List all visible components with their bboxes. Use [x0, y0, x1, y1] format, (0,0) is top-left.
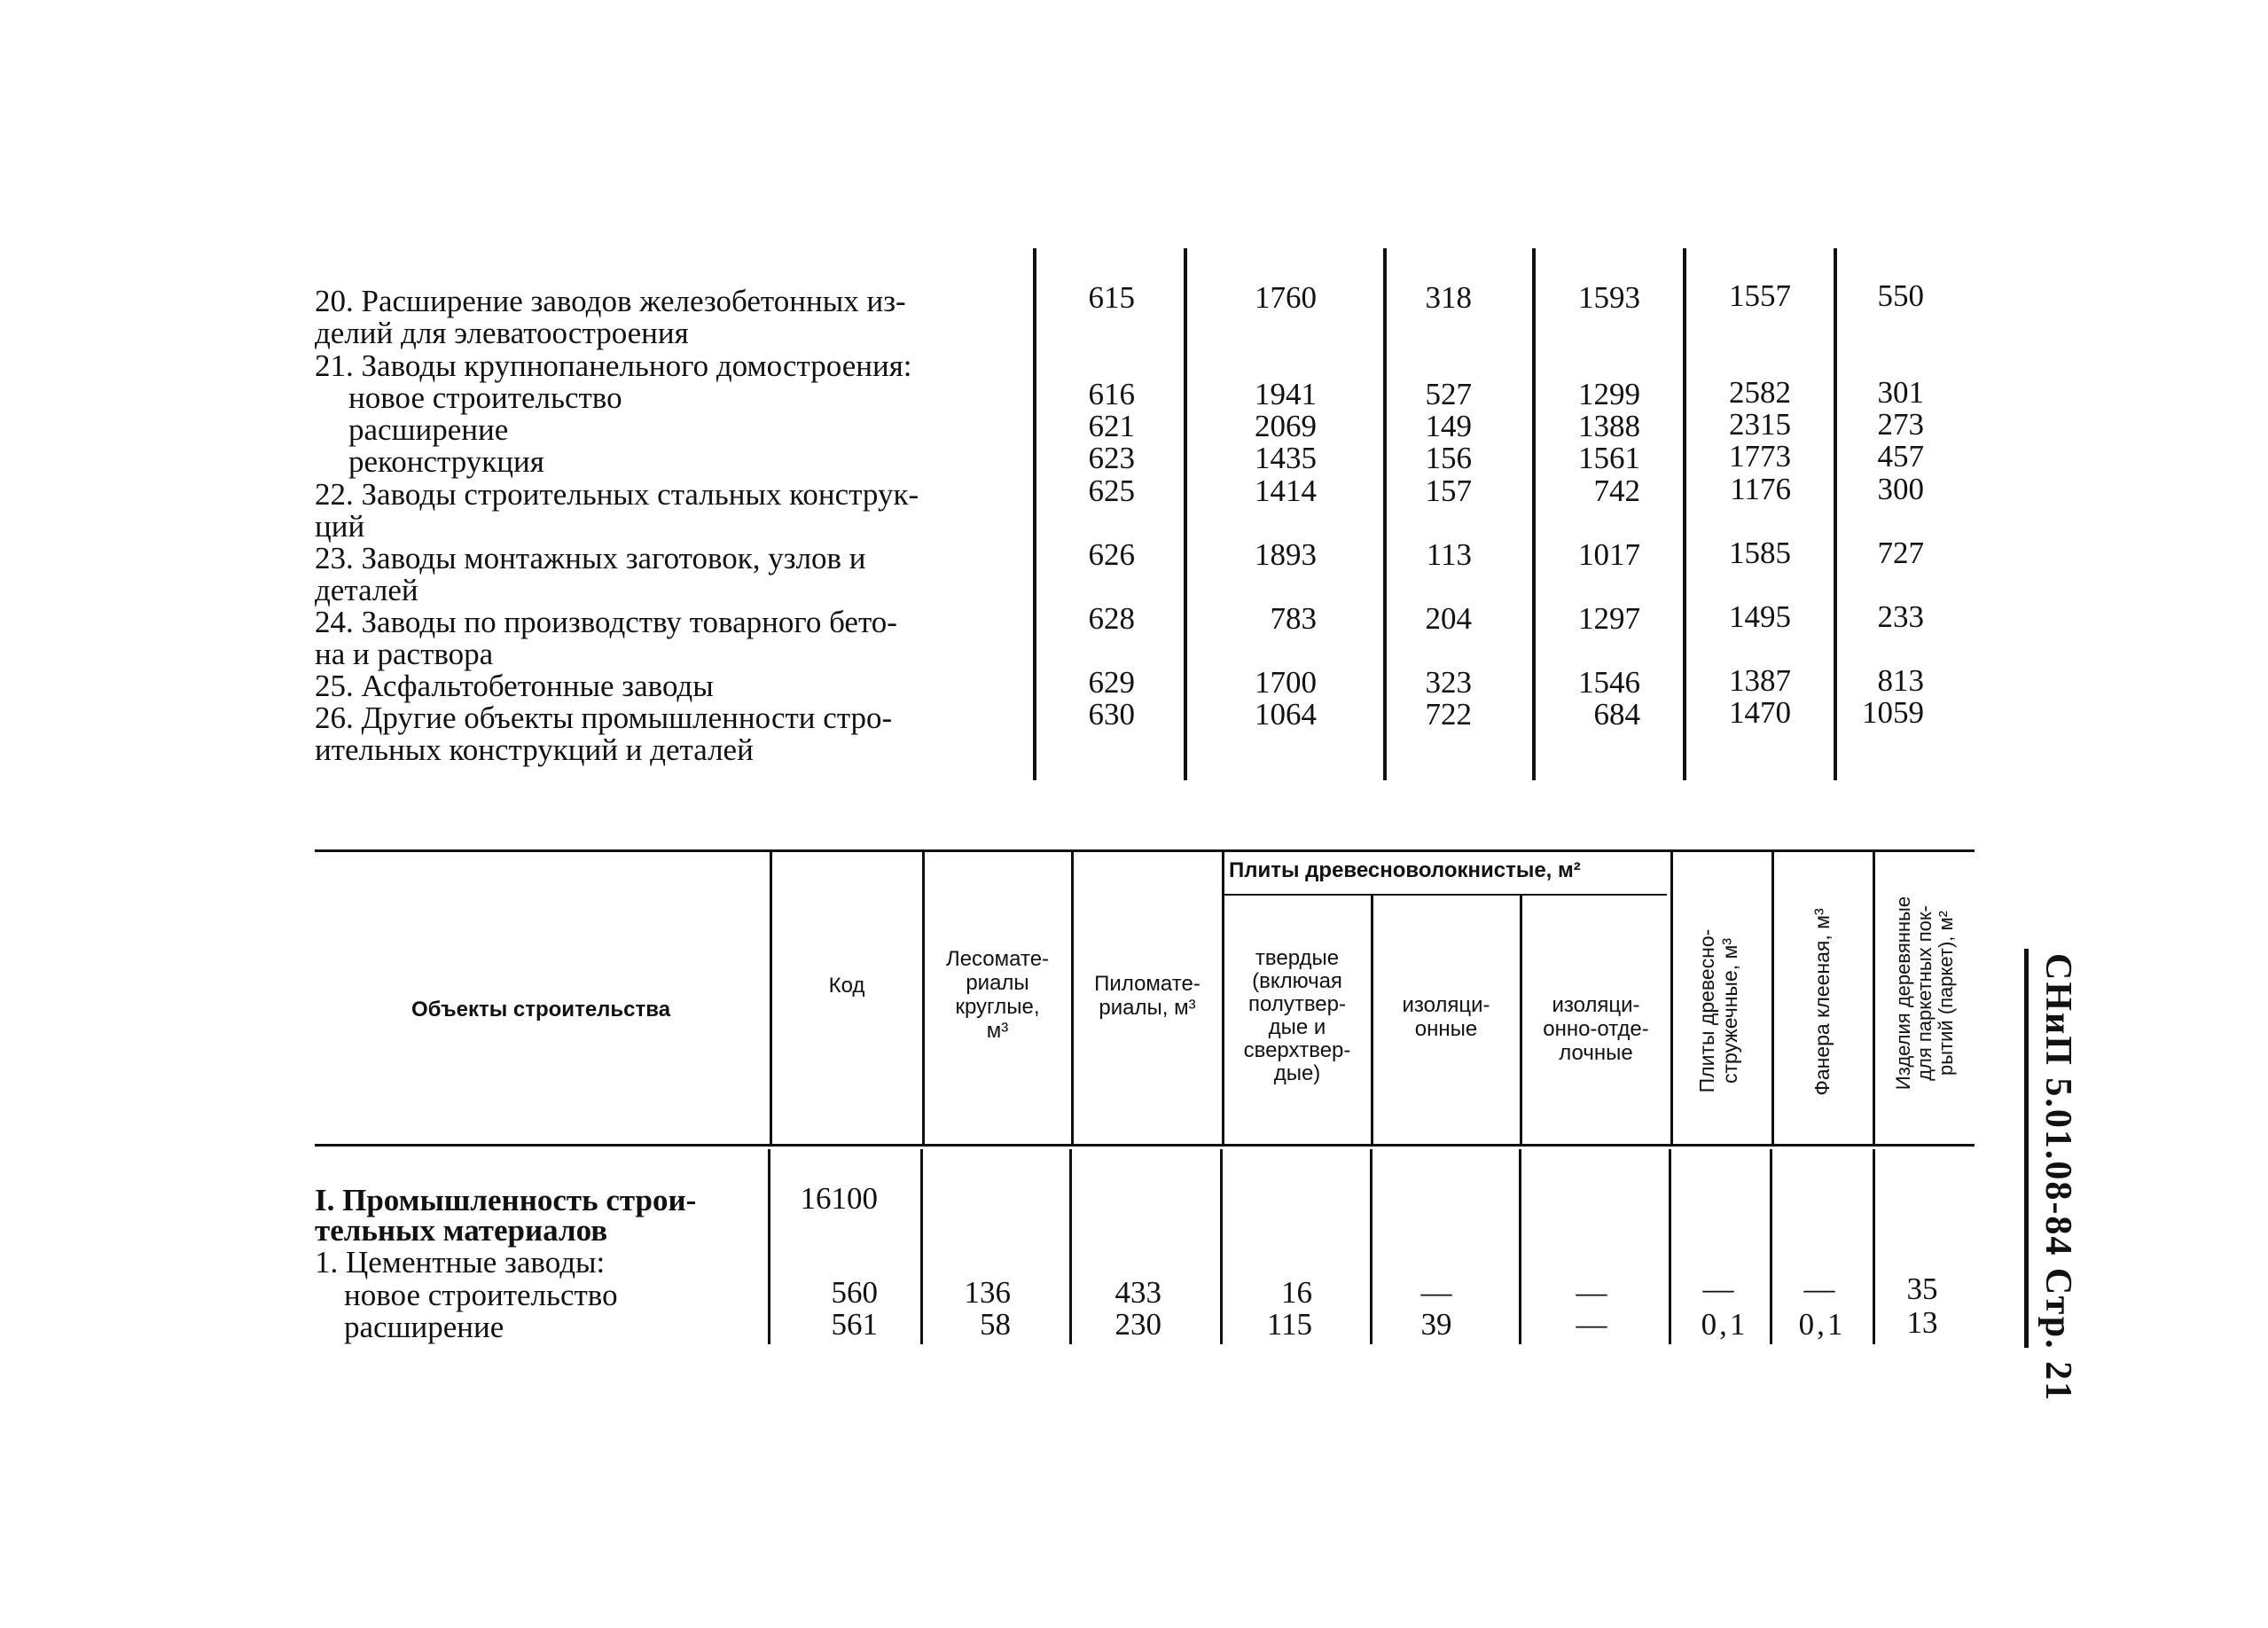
value-cell: 1941 — [1255, 377, 1317, 411]
value-cell: 2582 — [1729, 375, 1791, 410]
value-cell: 1388 — [1578, 409, 1640, 443]
code-cell: 615 — [1088, 280, 1135, 315]
subgroup-rule — [1224, 894, 1667, 896]
value-cell: 230 — [1114, 1307, 1161, 1342]
value-cell: 1557 — [1729, 278, 1791, 313]
upper-col-rule — [1383, 248, 1387, 780]
row-label: новое строительство — [348, 380, 622, 415]
upper-col-rule — [1834, 248, 1837, 780]
value-cell: 157 — [1425, 474, 1472, 508]
row-label: расширение — [344, 1310, 504, 1344]
value-cell: 35 — [1906, 1272, 1938, 1306]
value-cell: 457 — [1877, 439, 1924, 474]
row-label: на и раствора — [315, 637, 494, 671]
header-code: Код — [828, 974, 865, 998]
header-fiberboard-group: Плиты древесноволокнистые, м² — [1229, 858, 1581, 882]
value-cell: 58 — [980, 1307, 1011, 1342]
side-label: СНиП 5.01.08-84 Стр. 21 — [2037, 953, 2078, 1403]
value-cell: 115 — [1266, 1307, 1312, 1342]
value-cell: 1064 — [1255, 697, 1317, 732]
value-cell: 2069 — [1255, 409, 1317, 443]
header-roundwood: Лесомате- риалы круглые, м³ — [945, 947, 1050, 1043]
body-col-rule — [768, 1149, 770, 1344]
value-cell: 113 — [1426, 537, 1472, 572]
code-cell: 625 — [1088, 474, 1135, 508]
value-cell: 318 — [1425, 280, 1472, 315]
value-cell: 1017 — [1578, 537, 1640, 572]
value-cell: 1700 — [1255, 665, 1317, 700]
section-heading: тельных материалов — [315, 1213, 608, 1248]
value-cell: 149 — [1425, 409, 1472, 443]
upper-col-rule — [1683, 248, 1686, 780]
code-cell: 630 — [1088, 697, 1135, 732]
header-col-rule — [1670, 851, 1673, 1146]
row-label: 26. Другие объекты промышленности стро- — [315, 701, 893, 735]
row-label: 22. Заводы строительных стальных конструк- — [315, 477, 919, 512]
upper-col-rule — [1532, 248, 1536, 780]
header-objects: Объекты строительства — [411, 998, 671, 1021]
value-cell: 722 — [1425, 697, 1472, 732]
header-insul-finish: изоляци- онно-отде- лочные — [1543, 993, 1649, 1065]
upper-col-rule — [1184, 248, 1187, 780]
value-cell: — — [1576, 1275, 1607, 1310]
header-plywood: Фанера клееная, м³ — [1810, 908, 1834, 1096]
value-cell: 742 — [1593, 474, 1640, 508]
value-cell: 1435 — [1255, 441, 1317, 475]
value-cell: 550 — [1877, 278, 1924, 313]
value-cell: 1593 — [1578, 280, 1640, 315]
body-col-rule — [1370, 1149, 1373, 1344]
code-cell: 616 — [1088, 377, 1135, 411]
value-cell: 301 — [1877, 375, 1924, 410]
row-label: делий для элеватоостроения — [315, 316, 689, 350]
value-cell: 1059 — [1862, 695, 1924, 730]
value-cell: 527 — [1425, 377, 1472, 411]
header-insulating: изоляци- онные — [1402, 993, 1490, 1041]
section-heading: I. Промышленность строи- — [315, 1183, 697, 1217]
value-cell: 0,1 — [1798, 1307, 1846, 1342]
table-top-rule — [315, 849, 1975, 852]
row-label: реконструкция — [348, 444, 544, 479]
value-cell: 204 — [1425, 601, 1472, 636]
body-col-rule — [1770, 1149, 1772, 1344]
header-parquet: Изделия деревянные для паркетных пок- рытий (паркет), м² — [1892, 896, 1957, 1091]
header-hard: твердые (включая полутвер- дые и сверхтвер- дые) — [1243, 946, 1351, 1085]
value-cell: — — [1576, 1307, 1607, 1342]
value-cell: 684 — [1593, 697, 1640, 732]
value-cell: 1297 — [1578, 601, 1640, 636]
value-cell: 1176 — [1730, 472, 1791, 506]
row-label: 20. Расширение заводов железобетонных из- — [315, 284, 906, 318]
row-label: 1. Цементные заводы: — [315, 1245, 606, 1280]
value-cell: 1299 — [1578, 377, 1640, 411]
value-cell: 233 — [1877, 599, 1924, 634]
value-cell: 273 — [1877, 407, 1924, 442]
body-col-rule — [1069, 1149, 1072, 1344]
body-col-rule — [1220, 1149, 1223, 1344]
header-col-rule — [770, 851, 772, 1146]
value-cell: — — [1803, 1272, 1835, 1306]
value-cell: 813 — [1877, 663, 1924, 698]
value-cell: 2315 — [1729, 407, 1791, 442]
code-cell: 16100 — [800, 1181, 878, 1216]
value-cell: 1414 — [1255, 474, 1317, 508]
value-cell: 1585 — [1729, 536, 1791, 570]
code-cell: 628 — [1088, 601, 1135, 636]
value-cell: 156 — [1425, 441, 1472, 475]
code-cell: 561 — [831, 1307, 878, 1342]
body-col-rule — [920, 1149, 923, 1344]
header-col-rule — [1771, 851, 1774, 1146]
code-cell: 621 — [1088, 409, 1135, 443]
row-label: расширение — [348, 412, 509, 447]
upper-col-rule — [1033, 248, 1036, 780]
value-cell: 1773 — [1729, 439, 1791, 474]
value-cell: 0,1 — [1701, 1307, 1748, 1342]
value-cell: 1760 — [1255, 280, 1317, 315]
header-particle: Плиты древесно- стружечные, м³ — [1695, 928, 1741, 1093]
row-label: 24. Заводы по производству товарного бето- — [315, 605, 897, 639]
header-col-rule — [1873, 851, 1875, 1146]
body-col-rule — [1873, 1149, 1875, 1344]
body-col-rule — [1669, 1149, 1671, 1344]
value-cell: 1561 — [1578, 441, 1640, 475]
value-cell: 136 — [964, 1275, 1011, 1310]
value-cell: 13 — [1906, 1305, 1938, 1340]
value-cell: 1387 — [1729, 663, 1791, 698]
value-cell: 783 — [1270, 601, 1317, 636]
value-cell: — — [1702, 1272, 1734, 1306]
row-label: 23. Заводы монтажных заготовок, узлов и — [315, 541, 866, 575]
value-cell: 16 — [1281, 1275, 1312, 1310]
value-cell: — — [1420, 1275, 1452, 1310]
body-col-rule — [1519, 1149, 1521, 1344]
code-cell: 623 — [1088, 441, 1135, 475]
value-cell: 1546 — [1578, 665, 1640, 700]
value-cell: 1495 — [1729, 599, 1791, 634]
value-cell: 433 — [1114, 1275, 1161, 1310]
value-cell: 323 — [1425, 665, 1472, 700]
value-cell: 300 — [1877, 472, 1924, 506]
row-label: новое строительство — [344, 1278, 618, 1312]
header-sawn: Пиломате- риалы, м³ — [1094, 972, 1200, 1020]
header-bottom-rule — [315, 1144, 1975, 1147]
code-cell: 629 — [1088, 665, 1135, 700]
value-cell: 1470 — [1729, 695, 1791, 730]
side-rule — [2024, 949, 2029, 1348]
row-label: 21. Заводы крупнопанельного домостроения: — [315, 348, 912, 383]
row-label: ций — [315, 509, 365, 544]
value-cell: 727 — [1877, 536, 1924, 570]
row-label: ительных конструкций и деталей — [315, 732, 754, 767]
code-cell: 560 — [831, 1275, 878, 1310]
value-cell: 39 — [1420, 1307, 1452, 1342]
value-cell: 1893 — [1255, 537, 1317, 572]
row-label: 25. Асфальтобетонные заводы — [315, 669, 714, 703]
row-label: деталей — [315, 573, 418, 607]
code-cell: 626 — [1088, 537, 1135, 572]
